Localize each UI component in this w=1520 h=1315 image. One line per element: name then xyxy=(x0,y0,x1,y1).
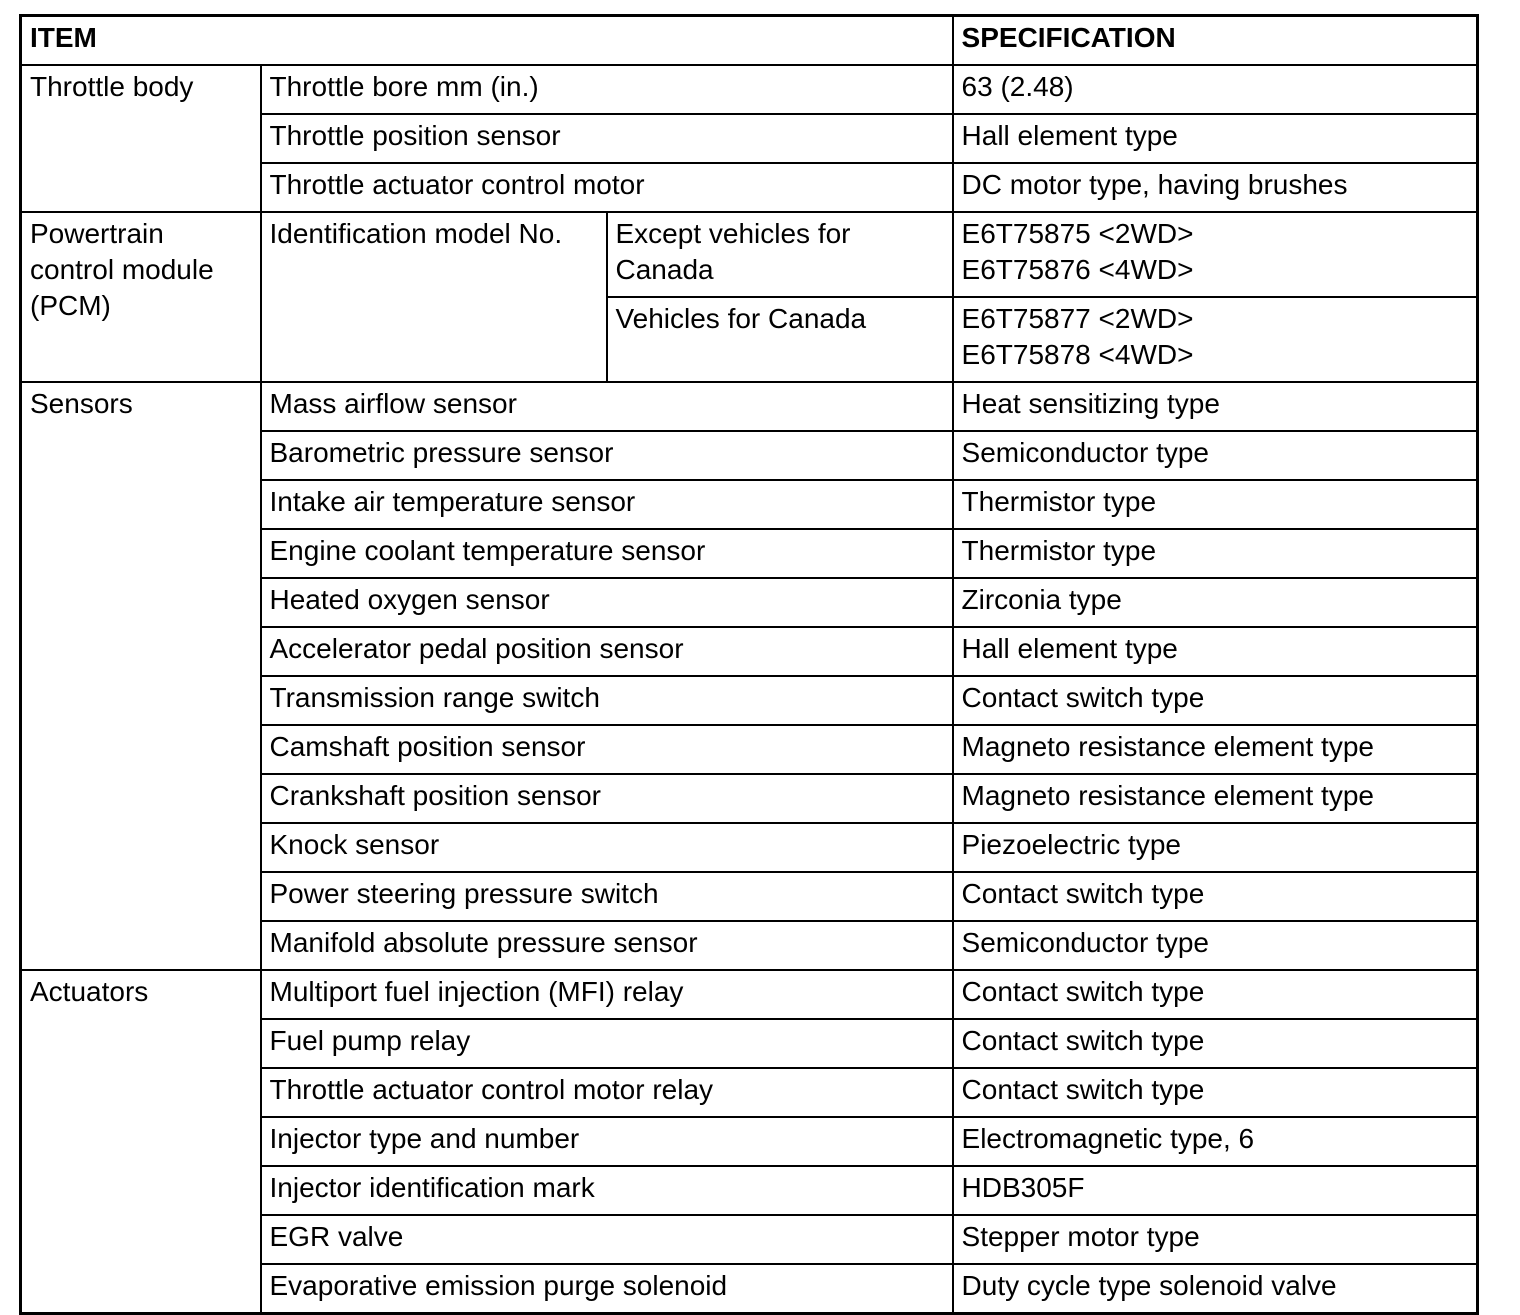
item-cell: Injector type and number xyxy=(261,1117,953,1166)
spec-cell: Magneto resistance element type xyxy=(953,774,1478,823)
spec-cell xyxy=(953,212,1478,297)
spec-cell: Piezoelectric type xyxy=(953,823,1478,872)
item-cell: Evaporative emission purge solenoid xyxy=(261,1264,953,1314)
spec-cell: Stepper motor type xyxy=(953,1215,1478,1264)
condition-cell xyxy=(607,212,953,297)
spec-cell: Contact switch type xyxy=(953,970,1478,1019)
item-cell: Crankshaft position sensor xyxy=(261,774,953,823)
item-cell: Multiport fuel injection (MFI) relay xyxy=(261,970,953,1019)
item-cell: Injector identification mark xyxy=(261,1166,953,1215)
item-cell: Manifold absolute pressure sensor xyxy=(261,921,953,970)
group-pcm-line: Powertrain xyxy=(30,218,164,249)
table-row xyxy=(21,65,1478,114)
item-cell: Throttle actuator control motor xyxy=(261,163,953,212)
group-sensors: Sensors xyxy=(21,382,261,970)
item-cell: Transmission range switch xyxy=(261,676,953,725)
item-cell: EGR valve xyxy=(261,1215,953,1264)
specification-table xyxy=(19,14,1479,1315)
item-cell: Fuel pump relay xyxy=(261,1019,953,1068)
header-row xyxy=(21,16,1478,66)
spec-cell: DC motor type, having brushes xyxy=(953,163,1478,212)
header-item: ITEM xyxy=(21,16,953,66)
item-cell: Barometric pressure sensor xyxy=(261,431,953,480)
spec-cell: Contact switch type xyxy=(953,676,1478,725)
spec-line: E6T75877 <2WD> xyxy=(961,303,1194,334)
item-cell: Camshaft position sensor xyxy=(261,725,953,774)
spec-cell: Thermistor type xyxy=(953,480,1478,529)
table-row xyxy=(21,212,1478,297)
spec-cell: Hall element type xyxy=(953,114,1478,163)
group-pcm-line: (PCM) xyxy=(30,290,111,321)
group-throttle-body: Throttle body xyxy=(21,65,261,212)
spec-line: E6T75876 <4WD> xyxy=(961,254,1194,285)
item-cell: Identification model No. xyxy=(261,212,607,382)
spec-cell: HDB305F xyxy=(953,1166,1478,1215)
item-cell: Intake air temperature sensor xyxy=(261,480,953,529)
spec-cell: Thermistor type xyxy=(953,529,1478,578)
condition-line: Vehicles for Canada xyxy=(615,303,867,334)
condition-cell xyxy=(607,297,953,382)
item-cell: Heated oxygen sensor xyxy=(261,578,953,627)
spec-cell: Duty cycle type solenoid valve xyxy=(953,1264,1478,1314)
spec-cell: Semiconductor type xyxy=(953,921,1478,970)
spec-cell: Contact switch type xyxy=(953,1019,1478,1068)
spec-line: E6T75878 <4WD> xyxy=(961,339,1194,370)
group-pcm xyxy=(21,212,261,382)
spec-cell: Hall element type xyxy=(953,627,1478,676)
item-cell: Power steering pressure switch xyxy=(261,872,953,921)
item-cell: Throttle position sensor xyxy=(261,114,953,163)
item-cell: Knock sensor xyxy=(261,823,953,872)
spec-cell: Heat sensitizing type xyxy=(953,382,1478,431)
spec-line: E6T75875 <2WD> xyxy=(961,218,1194,249)
condition-line: Canada xyxy=(615,254,714,285)
spec-cell: Magneto resistance element type xyxy=(953,725,1478,774)
spec-cell: Semiconductor type xyxy=(953,431,1478,480)
table-row xyxy=(21,382,1478,431)
spec-cell: Electromagnetic type, 6 xyxy=(953,1117,1478,1166)
item-cell: Throttle bore mm (in.) xyxy=(261,65,953,114)
spec-cell: 63 (2.48) xyxy=(953,65,1478,114)
spec-cell: Contact switch type xyxy=(953,1068,1478,1117)
table-row xyxy=(21,970,1478,1019)
item-cell: Mass airflow sensor xyxy=(261,382,953,431)
group-actuators: Actuators xyxy=(21,970,261,1314)
spec-cell: Zirconia type xyxy=(953,578,1478,627)
header-specification: SPECIFICATION xyxy=(953,16,1478,66)
item-cell: Accelerator pedal position sensor xyxy=(261,627,953,676)
spec-cell: Contact switch type xyxy=(953,872,1478,921)
condition-line: Except vehicles for xyxy=(615,218,851,249)
spec-cell xyxy=(953,297,1478,382)
item-cell: Engine coolant temperature sensor xyxy=(261,529,953,578)
item-cell: Throttle actuator control motor relay xyxy=(261,1068,953,1117)
group-pcm-line: control module xyxy=(30,254,214,285)
